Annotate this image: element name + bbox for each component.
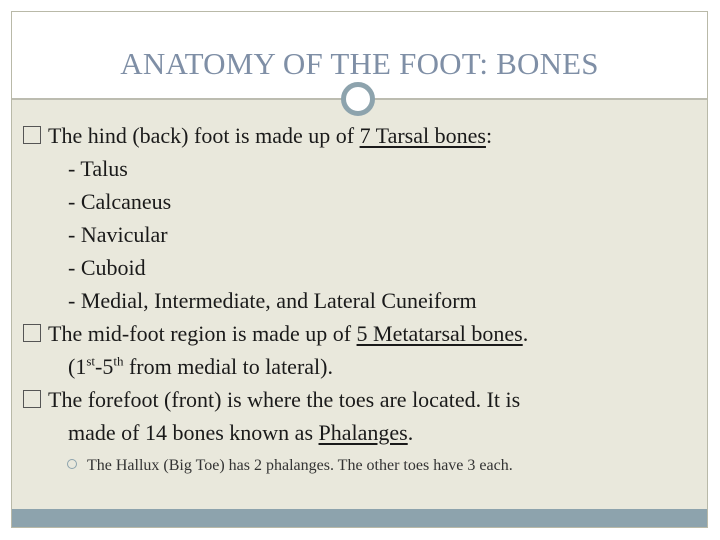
square-bullet-icon — [23, 390, 41, 408]
sub-bullet-text: The Hallux (Big Toe) has 2 phalanges. The other toes have 3 each. — [87, 457, 513, 474]
bullet-punct: : — [485, 123, 493, 148]
text-fragment: made of 14 bones known as — [68, 420, 319, 445]
sub-bullet-hallux — [87, 450, 513, 483]
bullet-hindfoot — [34, 120, 492, 153]
text-fragment: from medial to lateral). — [123, 354, 333, 379]
list-item: - Talus — [68, 156, 128, 181]
circle-ornament-icon — [341, 82, 375, 116]
square-bullet-icon — [23, 126, 41, 144]
bullet-text: The hind (back) foot is made up of — [48, 123, 360, 148]
square-bullet-icon — [23, 324, 41, 342]
bullet-midfoot — [34, 318, 528, 351]
list-item: - Navicular — [68, 222, 168, 247]
bullet-punct: . — [522, 321, 529, 346]
list-item: - Medial, Intermediate, and Lateral Cuneiform — [68, 288, 477, 313]
metatarsal-bones-text: 5 Metatarsal bones — [356, 321, 523, 346]
bullet-punct: . — [407, 420, 414, 445]
list-item: - Calcaneus — [68, 189, 172, 214]
bullet-continuation — [68, 351, 333, 384]
slide — [11, 11, 708, 528]
bullet-text: The forefoot (front) is where the toes are located. It is — [48, 387, 521, 412]
tarsal-bones-text: 7 Tarsal bones — [359, 123, 486, 148]
slide-title: ANATOMY OF THE FOOT: BONES — [120, 46, 599, 81]
phalanges-text: Phalanges — [318, 420, 408, 445]
bullet-text: The mid-foot region is made up of — [48, 321, 357, 346]
list-item: - Cuboid — [68, 255, 146, 280]
text-fragment: (1 — [68, 354, 87, 379]
superscript: st — [86, 353, 95, 369]
bullet-continuation — [68, 417, 413, 450]
circle-bullet-icon — [67, 459, 77, 469]
footer-bar — [12, 509, 707, 527]
superscript: th — [113, 353, 124, 369]
bullet-forefoot — [34, 384, 520, 417]
text-fragment: -5 — [95, 354, 114, 379]
